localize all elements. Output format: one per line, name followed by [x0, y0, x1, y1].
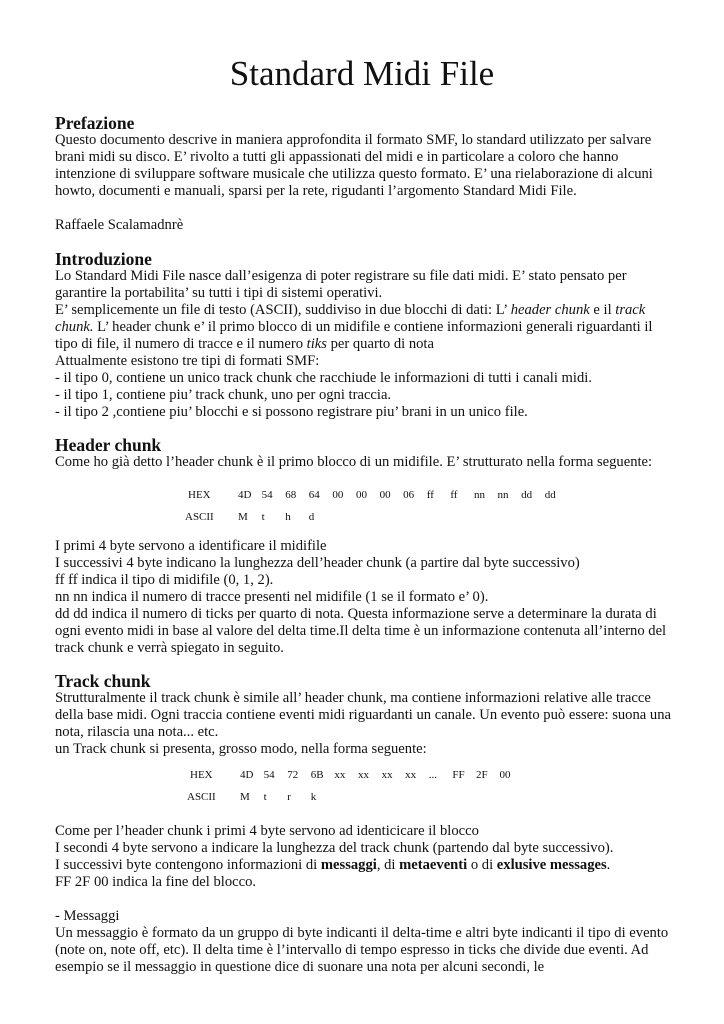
hex-byte: xx	[334, 769, 346, 781]
hex-byte: 54	[261, 489, 273, 501]
section-heading: Prefazione	[55, 113, 135, 133]
paragraph-line	[55, 285, 675, 302]
paragraph-line	[55, 166, 675, 183]
paragraph-line	[55, 149, 675, 166]
paragraph-line	[55, 370, 675, 387]
hex-byte: ff	[426, 489, 434, 501]
text-run: esempio se il messaggio in questione dice di suonare una nota per alcuni secondi, le	[55, 959, 545, 975]
hex-byte: 06	[403, 489, 415, 501]
text-run: track chunk e verrà spiegato in seguito.	[55, 640, 284, 656]
text-run: Come per l’header chunk i primi 4 byte servono ad identicicare il blocco	[55, 823, 479, 839]
hex-byte: 4D	[238, 489, 252, 501]
paragraph-line	[55, 319, 675, 336]
text-run: messaggi	[320, 857, 377, 873]
hex-byte: FF	[452, 769, 465, 781]
paragraph-line	[55, 268, 675, 285]
track-chunk-hex-table	[187, 768, 523, 804]
hex-byte: 00	[379, 489, 391, 501]
text-run: brani midi su disco. E’ rivolto a tutti gli appassionati del midi e in particolare a coloro che hanno	[55, 149, 619, 165]
text-run: - il tipo 2 ,contiene piu’ blocchi e si possono registrare piu’ brani in un unico file.	[55, 404, 528, 420]
hex-byte: 64	[308, 489, 320, 501]
hex-byte: xx	[405, 769, 417, 781]
text-run: ff ff indica il tipo di midifile (0, 1, 2).	[55, 572, 274, 588]
ascii-char: t	[261, 511, 265, 523]
text-run: Raffaele Scalamadnrè	[55, 217, 184, 233]
text-run: tipo di file, il numero di tracce e il numero	[55, 336, 307, 352]
paragraph-line	[55, 555, 675, 572]
text-run: e il	[589, 302, 616, 318]
paragraph-line	[55, 217, 675, 234]
text-run: (note on, note off, etc). Il delta time è l’intervallo di tempo espresso in ticks che divide due eventi. Ad	[55, 942, 649, 958]
paragraph-line	[55, 874, 675, 891]
hex-byte: xx	[381, 769, 393, 781]
hex-label: HEX	[188, 489, 211, 501]
paragraph-line	[55, 387, 675, 404]
paragraph-line	[55, 183, 675, 200]
paragraph-line	[55, 606, 675, 623]
hex-byte: 54	[263, 769, 275, 781]
paragraph-line	[55, 840, 675, 857]
text-run: .	[606, 857, 611, 873]
paragraph-line	[55, 572, 675, 589]
text-run: della base midi. Ogni traccia contiene eventi midi riguardanti un canale. Un evento può essere: suona una	[55, 707, 671, 723]
ascii-row	[185, 510, 568, 524]
text-run: chunk.	[55, 319, 94, 335]
text-run: FF 2F 00 indica la fine del blocco.	[55, 874, 257, 890]
hex-row	[190, 768, 523, 782]
section-track-chunk	[55, 672, 675, 758]
hex-byte: nn	[497, 489, 509, 501]
hex-byte: 2F	[475, 769, 488, 781]
paragraph-line	[55, 959, 675, 976]
ascii-label: ASCII	[185, 511, 214, 523]
track-chunk-notes	[55, 823, 675, 976]
text-run: tiks	[306, 336, 327, 352]
text-run: - Messaggi	[55, 908, 120, 924]
hex-byte: 00	[332, 489, 344, 501]
text-run: Un messaggio è formato da un gruppo di byte indicanti il delta-time e altri byte indicanti il tipo di evento	[55, 925, 669, 941]
section-heading: Header chunk	[55, 435, 162, 455]
section-header-chunk	[55, 436, 675, 471]
ascii-char: M	[238, 511, 248, 523]
paragraph-line	[55, 925, 675, 942]
hex-byte: 00	[499, 769, 511, 781]
text-run: - il tipo 0, contiene un unico track chunk che racchiude le informazioni di tutti i canali midi.	[55, 370, 592, 386]
text-run: intenzione di sviluppare software musicale che utilizza questo formato. E’ una rielaborazione di alcuni	[55, 166, 653, 182]
paragraph-line	[55, 724, 675, 741]
paragraph-line	[55, 823, 675, 840]
text-run: I primi 4 byte servono a identificare il midifile	[55, 538, 327, 554]
paragraph-line	[55, 891, 675, 908]
paragraph-line	[55, 336, 675, 353]
section-introduzione	[55, 250, 675, 421]
text-run: I secondi 4 byte servono a indicare la lunghezza del track chunk (partendo dal byte successivo).	[55, 840, 614, 856]
text-run: E’ semplicemente un file di testo (ASCII), suddiviso in due blocchi di dati: L’	[55, 302, 511, 318]
hex-label: HEX	[190, 769, 213, 781]
hex-byte: ...	[428, 769, 437, 781]
ascii-char: M	[240, 791, 250, 803]
document-title: Standard Midi File	[229, 54, 495, 93]
text-run: dd dd indica il numero di ticks per quarto di nota. Questa informazione serve a determinare la durata di	[55, 606, 657, 622]
ascii-char: r	[287, 791, 291, 803]
text-run: metaeventi	[399, 857, 468, 873]
text-run: o di	[467, 857, 497, 873]
text-run: per quarto di nota	[326, 336, 434, 352]
paragraph-line	[55, 690, 675, 707]
paragraph-line	[55, 404, 675, 421]
paragraph-line	[55, 857, 675, 874]
hex-byte: 72	[287, 769, 299, 781]
ascii-char: h	[285, 511, 291, 523]
text-run: Come ho già detto l’header chunk è il primo blocco di un midifile. E’ strutturato nella forma seguente:	[55, 454, 653, 470]
paragraph-line	[55, 302, 675, 319]
text-run: Lo Standard Midi File nasce dall’esigenza di poter registrare su file dati midi. E’ stato pensato per	[55, 268, 627, 284]
hex-byte: 6B	[310, 769, 324, 781]
paragraph-line	[55, 741, 675, 758]
text-run: I successivi byte contengono informazioni di	[55, 857, 321, 873]
ascii-char: k	[310, 791, 317, 803]
text-run: Attualmente esistono tre tipi di formati SMF:	[55, 353, 320, 369]
ascii-label: ASCII	[187, 791, 216, 803]
text-run: howto, documenti e manuali, sparsi per la rete, rigudanti l’argomento Standard Midi File.	[55, 183, 577, 199]
text-run: I successivi 4 byte indicano la lunghezza dell’header chunk (a partire dal byte successivo)	[55, 555, 580, 571]
paragraph-line	[55, 132, 675, 149]
paragraph-line	[55, 200, 675, 217]
hex-byte: dd	[521, 489, 533, 501]
paragraph-line	[55, 589, 675, 606]
section-heading: Introduzione	[55, 249, 152, 269]
paragraph-line	[55, 640, 675, 657]
text-run: exlusive messages	[496, 857, 607, 873]
paragraph-line	[55, 908, 675, 925]
hex-byte: 68	[285, 489, 297, 501]
text-run: un Track chunk si presenta, grosso modo, nella forma seguente:	[55, 741, 427, 757]
text-run: - il tipo 1, contiene piu’ track chunk, uno per ogni traccia.	[55, 387, 392, 403]
text-run: nota, rilascia una nota... etc.	[55, 724, 219, 740]
text-run: ogni evento midi in base al valore del delta time.Il delta time è un informazione contenuta all’interno del	[55, 623, 667, 639]
hex-byte: xx	[357, 769, 369, 781]
hex-byte: 00	[355, 489, 367, 501]
hex-byte: nn	[473, 489, 485, 501]
ascii-char: t	[263, 791, 267, 803]
ascii-row	[187, 790, 523, 804]
header-chunk-notes	[55, 538, 675, 657]
hex-byte: 4D	[240, 769, 254, 781]
text-run: , di	[376, 857, 400, 873]
hex-byte: ff	[450, 489, 458, 501]
text-run: header chunk	[510, 302, 590, 318]
text-run: garantire la portabilita’ su tutti i tipi di sistemi operativi.	[55, 285, 383, 301]
paragraph-line	[55, 454, 675, 471]
paragraph-line	[55, 707, 675, 724]
header-chunk-hex-table	[185, 488, 568, 524]
text-run: L’ header chunk e’ il primo blocco di un midifile e contiene informazioni generali riguardanti il	[93, 319, 653, 335]
paragraph-line	[55, 353, 675, 370]
section-heading: Track chunk	[55, 671, 151, 691]
section-prefazione	[55, 114, 675, 234]
text-run: track	[615, 302, 646, 318]
hex-byte: dd	[544, 489, 556, 501]
text-run: nn nn indica il numero di tracce presenti nel midifile (1 se il formato e’ 0).	[55, 589, 489, 605]
paragraph-line	[55, 942, 675, 959]
ascii-char: d	[308, 511, 315, 523]
paragraph-line	[55, 623, 675, 640]
paragraph-line	[55, 538, 675, 555]
hex-row	[188, 488, 568, 502]
text-run: Strutturalmente il track chunk è simile all’ header chunk, ma contiene informazioni relative alle tracce	[55, 690, 651, 706]
text-run: Questo documento descrive in maniera approfondita il formato SMF, lo standard utilizzato per salvare	[55, 132, 652, 148]
